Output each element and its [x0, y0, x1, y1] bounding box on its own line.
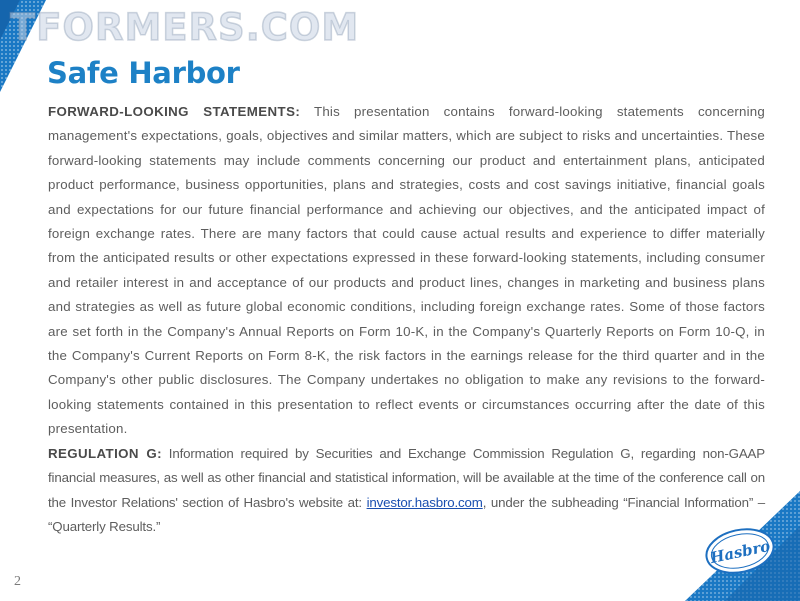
- forward-looking-heading: FORWARD-LOOKING STATEMENTS:: [48, 104, 301, 119]
- page-title: Safe Harbor: [47, 56, 240, 90]
- regulation-g-text-end: , under the subheading “Financial Information” – “Quarterly Results.”: [48, 494, 765, 534]
- hasbro-logo-text: Hasbro: [708, 536, 772, 568]
- forward-looking-paragraph: [48, 100, 765, 442]
- investor-relations-link[interactable]: investor.hasbro.com: [366, 494, 483, 510]
- forward-looking-text: This presentation contains forward-looking statements concerning management's expectations, goals, objectives and similar matters, which are subject to risks and uncertainties. These forward-looking statements may include comments concerning our product and entertainment plans, anticipated product performance, business opportunities, plans and strategies, costs and cost savings initiative, financial goals and expectations for our future financial performance and achieving our objectives, and the anticipated impact of foreign exchange rates. There are many factors that could cause actual results and experience to differ materially from the anticipated results or other expectations expressed in these forward-looking statements, including consumer and retailer interest in and acceptance of our products and product lines, changes in marketing and business plans and strategies as well as future global economic conditions, including foreign exchange rates. Some of those factors are set forth in the Company's Annual Reports on Form 10-K, in the Company's Quarterly Reports on Form 10-Q, in the Company's Current Reports on Form 8-K, the risk factors in the earnings release for the third quarter and in the Company's other public disclosures. The Company undertakes no obligation to make any revisions to the forward-looking statements contained in this presentation to reflect events or circumstances occurring after the date of this presentation.: [48, 104, 765, 437]
- regulation-g-paragraph: [48, 442, 765, 540]
- page-number: 2: [14, 574, 21, 589]
- disclaimer-body: [48, 100, 765, 539]
- regulation-g-heading: REGULATION G:: [48, 445, 162, 461]
- corner-decoration-bottom-right: [685, 491, 800, 601]
- watermark: TFORMERS.COM: [10, 6, 360, 49]
- regulation-g-text: Information required by Securities and Exchange Commission Regulation G, regarding non-GAAP financial measures, as well as other financial and statistical information, will be available at the time of the conference call on the Investor Relations' section of Hasbro's website at:: [48, 445, 765, 510]
